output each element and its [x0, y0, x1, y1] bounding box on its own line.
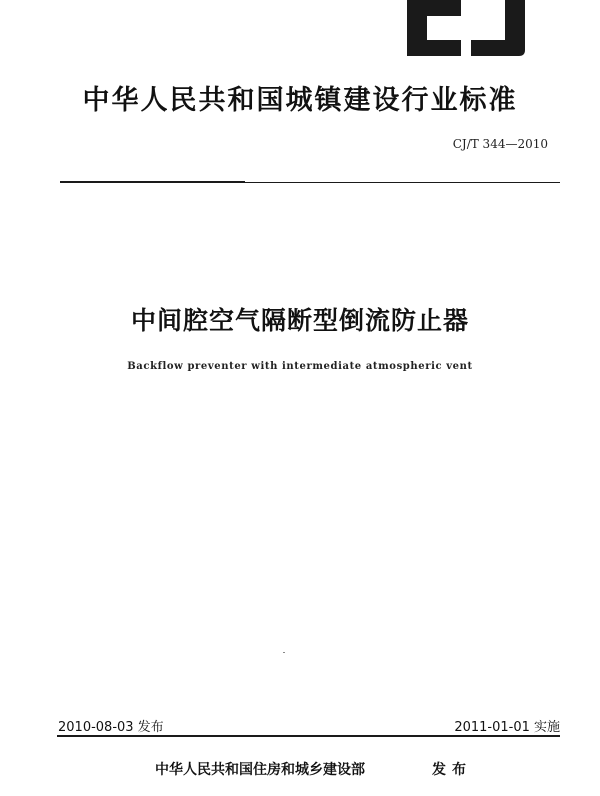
scan-speck	[283, 652, 285, 653]
cj-logo-icon	[405, 0, 527, 58]
cj-logo-graphic	[405, 0, 527, 58]
issue-date: 2010-08-03 发布	[58, 720, 164, 735]
implementation-date: 2011-01-01 实施	[454, 720, 560, 735]
footer-divider	[57, 735, 560, 737]
header-divider-thick	[60, 181, 245, 183]
standard-category-title: 中华人民共和国城镇建设行业标准	[82, 85, 518, 116]
header-divider-thin	[245, 182, 560, 183]
standard-number: CJ/T 344—2010	[452, 137, 548, 151]
publisher-name: 中华人民共和国住房和城乡建设部	[155, 762, 365, 778]
publish-label: 发布	[432, 762, 472, 778]
document-title-chinese: 中间腔空气隔断型倒流防止器	[130, 306, 469, 335]
document-title-english: Backflow preventer with intermediate atmospheric vent	[127, 361, 473, 372]
